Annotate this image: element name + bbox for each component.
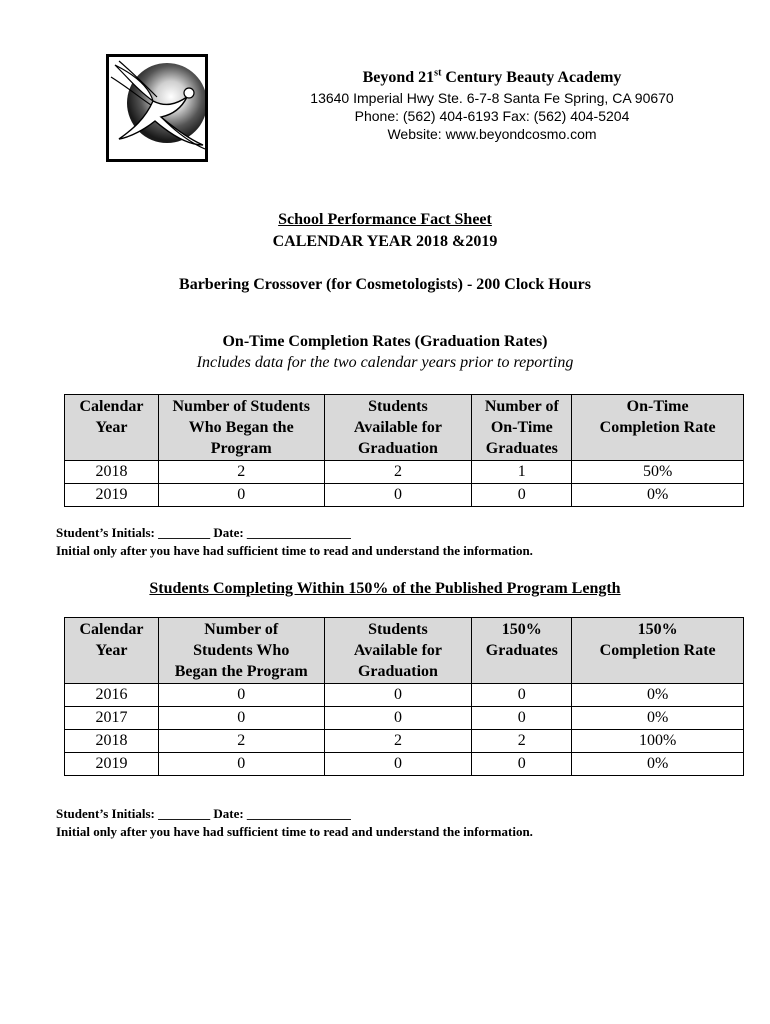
column-header-line: Number of Students <box>172 398 310 415</box>
table-cell: 2 <box>324 461 472 484</box>
academy-name-superscript: st <box>434 67 442 79</box>
table-cell: 0 <box>158 484 324 507</box>
table-row <box>65 730 744 753</box>
table-cell: 0% <box>572 684 744 707</box>
table-cell: 0 <box>324 707 472 730</box>
initials-block-1 <box>56 524 533 560</box>
column-header-line: Completion Rate <box>599 642 716 659</box>
academy-address: 13640 Imperial Hwy Ste. 6-7-8 Santa Fe Spring, CA 90670 <box>310 90 674 106</box>
completion150-section-title: Students Completing Within 150% of the Published Program Length <box>149 580 621 597</box>
academy-logo <box>106 54 208 162</box>
table-cell: 0 <box>324 753 472 776</box>
table-cell: 2 <box>472 730 572 753</box>
column-header-line: Began the Program <box>174 663 308 680</box>
column-header-line: Graduation <box>357 440 438 457</box>
column-header-line: Graduation <box>357 663 438 680</box>
column-header-line: Available for <box>353 419 443 436</box>
table-row <box>65 684 744 707</box>
table-cell: 0% <box>572 753 744 776</box>
column-header <box>324 618 472 684</box>
table-cell: 2 <box>158 730 324 753</box>
column-header <box>158 618 324 684</box>
column-header-line: Year <box>95 642 128 659</box>
column-header-line: Students <box>368 398 428 415</box>
academy-website: Website: www.beyondcosmo.com <box>387 126 597 142</box>
table-cell: 100% <box>572 730 744 753</box>
table-cell: 2018 <box>65 461 159 484</box>
column-header-line: Who Began the <box>188 419 294 436</box>
table-cell: 0 <box>324 684 472 707</box>
table-cell: 0 <box>158 753 324 776</box>
academy-name <box>290 67 694 89</box>
column-header <box>572 618 744 684</box>
completion150-table <box>64 617 744 776</box>
ontime-section-title: On-Time Completion Rates (Graduation Rates) <box>222 333 548 350</box>
table-cell: 2 <box>324 730 472 753</box>
column-header-line: Completion Rate <box>599 419 716 436</box>
table-cell: 0 <box>158 707 324 730</box>
table-cell: 2019 <box>65 484 159 507</box>
winged-figure-icon <box>109 57 205 159</box>
column-header-line: Year <box>95 419 128 436</box>
academy-phone-fax: Phone: (562) 404-6193 Fax: (562) 404-5204 <box>354 108 630 124</box>
academy-name-part1: Beyond 21 <box>362 69 435 86</box>
column-header-line: Number of <box>484 398 559 415</box>
initials-date-line: Student’s Initials: ________ Date: ________________ <box>56 806 351 821</box>
document-titles <box>0 209 770 253</box>
column-header-line: 150% <box>501 621 542 638</box>
initials-instruction: Initial only after you have had sufficient time to read and understand the information. <box>56 824 533 839</box>
table-cell: 0 <box>324 484 472 507</box>
column-header-line: On-Time <box>490 419 553 436</box>
table-cell: 0 <box>472 484 572 507</box>
table-cell: 1 <box>472 461 572 484</box>
column-header-line: Graduates <box>485 642 558 659</box>
ontime-completion-table <box>64 394 744 507</box>
column-header <box>472 395 572 461</box>
ontime-section-subtitle: Includes data for the two calendar years prior to reporting <box>196 354 574 371</box>
table-cell: 0 <box>472 707 572 730</box>
column-header-line: Calendar <box>79 621 144 638</box>
academy-name-part2: Century Beauty Academy <box>441 69 622 86</box>
column-header <box>65 618 159 684</box>
column-header-line: Number of <box>204 621 279 638</box>
column-header-line: Students <box>368 621 428 638</box>
table-cell: 0 <box>158 684 324 707</box>
column-header-line: On-Time <box>626 398 689 415</box>
fact-sheet-title: School Performance Fact Sheet <box>278 211 492 228</box>
table-cell: 2018 <box>65 730 159 753</box>
table-row <box>65 707 744 730</box>
table-cell: 0 <box>472 684 572 707</box>
table-cell: 50% <box>572 461 744 484</box>
initials-instruction: Initial only after you have had sufficient time to read and understand the information. <box>56 543 533 558</box>
table-cell: 0% <box>572 707 744 730</box>
column-header <box>324 395 472 461</box>
column-header-line: 150% <box>637 621 678 638</box>
table-row <box>65 753 744 776</box>
completion150-header-row <box>65 618 744 684</box>
table-row <box>65 484 744 507</box>
table-cell: 2016 <box>65 684 159 707</box>
column-header <box>572 395 744 461</box>
program-title: Barbering Crossover (for Cosmetologists) - 200 Clock Hours <box>179 276 591 293</box>
ontime-header-row <box>65 395 744 461</box>
column-header <box>65 395 159 461</box>
academy-header <box>290 67 694 143</box>
calendar-year-title: CALENDAR YEAR 2018 &2019 <box>272 233 498 250</box>
column-header-line: Program <box>210 440 272 457</box>
table-cell: 2019 <box>65 753 159 776</box>
table-cell: 0% <box>572 484 744 507</box>
table-cell: 2017 <box>65 707 159 730</box>
table-cell: 0 <box>472 753 572 776</box>
column-header-line: Available for <box>353 642 443 659</box>
column-header <box>472 618 572 684</box>
initials-date-line: Student’s Initials: ________ Date: ________________ <box>56 525 351 540</box>
column-header-line: Graduates <box>485 440 558 457</box>
column-header <box>158 395 324 461</box>
column-header-line: Students Who <box>193 642 290 659</box>
table-cell: 2 <box>158 461 324 484</box>
column-header-line: Calendar <box>79 398 144 415</box>
initials-block-2 <box>56 805 533 841</box>
table-row <box>65 461 744 484</box>
